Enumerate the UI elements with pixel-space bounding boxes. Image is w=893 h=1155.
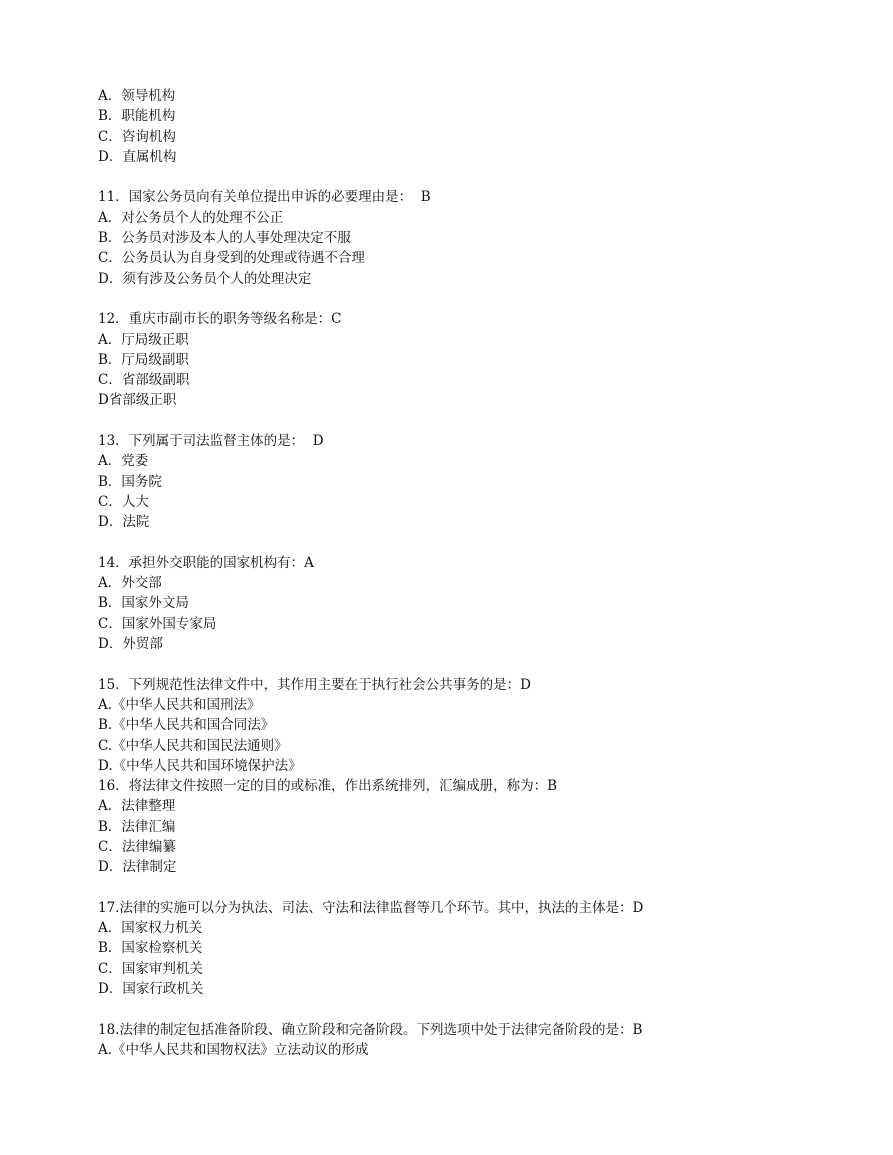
answer-option: A.《中华人民共和国物权法》立法动议的形成 — [98, 1041, 369, 1058]
question-text: 13．下列属于司法监督主体的是： D — [98, 433, 324, 450]
blank-line — [98, 533, 858, 553]
question-block-q11 — [98, 187, 858, 309]
answer-option: D省部级正职 — [98, 392, 177, 409]
answer-option: C．法律编纂 — [98, 838, 176, 855]
answer-option: A．法律整理 — [98, 798, 176, 815]
answer-option: D．法院 — [98, 514, 150, 531]
answer-option: B．国家检察机关 — [98, 940, 203, 957]
document-page — [98, 86, 858, 1060]
blank-line — [98, 411, 858, 431]
answer-option: B．公务员对涉及本人的人事处理决定不服 — [98, 230, 351, 247]
answer-option: B．厅局级副职 — [98, 351, 189, 368]
answer-option: B．法律汇编 — [98, 818, 176, 835]
question-block-q10-tail — [98, 86, 858, 187]
answer-option: D．须有涉及公务员个人的处理决定 — [98, 270, 312, 287]
question-block-q14 — [98, 553, 858, 675]
answer-option: C．国家审判机关 — [98, 960, 203, 977]
question-text: 11．国家公务员向有关单位提出申诉的必要理由是： B — [98, 189, 431, 206]
blank-line — [98, 999, 858, 1019]
question-block-q18 — [98, 1020, 858, 1061]
answer-option: C．咨询机构 — [98, 128, 176, 145]
answer-option: D．法律制定 — [98, 859, 177, 876]
question-text: 17.法律的实施可以分为执法、司法、守法和法律监督等几个环节。其中，执法的主体是：D — [98, 899, 644, 916]
question-block-q12 — [98, 309, 858, 431]
answer-option: A．外交部 — [98, 575, 162, 592]
answer-option: B．国家外文局 — [98, 595, 189, 612]
answer-option: C．国家外国专家局 — [98, 615, 217, 632]
answer-option: B.《中华人民共和国合同法》 — [98, 717, 275, 734]
blank-line — [98, 289, 858, 309]
blank-line — [98, 878, 858, 898]
answer-option: D．国家行政机关 — [98, 981, 204, 998]
answer-option: A．对公务员个人的处理不公正 — [98, 209, 284, 226]
blank-line — [98, 654, 858, 674]
question-block-q13 — [98, 431, 858, 553]
answer-option: B．国务院 — [98, 473, 162, 490]
blank-line — [98, 167, 858, 187]
question-text: 14．承担外交职能的国家机构有：A — [98, 554, 314, 571]
question-block-q16 — [98, 776, 858, 898]
answer-option: A．国家权力机关 — [98, 920, 203, 937]
answer-option: A.《中华人民共和国刑法》 — [98, 696, 261, 713]
answer-option: C．公务员认为自身受到的处理或待遇不合理 — [98, 250, 365, 267]
question-text: 15．下列规范性法律文件中，其作用主要在于执行社会公共事务的是：D — [98, 676, 532, 693]
answer-option: D．外贸部 — [98, 636, 163, 653]
answer-option: B．职能机构 — [98, 108, 176, 125]
question-text: 12．重庆市副市长的职务等级名称是：C — [98, 311, 342, 328]
question-block-q15 — [98, 675, 858, 776]
answer-option: A．领导机构 — [98, 88, 176, 104]
question-text: 18.法律的制定包括准备阶段、确立阶段和完备阶段。下列选项中处于法律完备阶段的是：B — [98, 1021, 643, 1038]
answer-option: C．省部级副职 — [98, 372, 190, 389]
answer-option: A．厅局级正职 — [98, 331, 189, 348]
question-block-q17 — [98, 898, 858, 1020]
answer-option: C.《中华人民共和国民法通则》 — [98, 737, 288, 754]
answer-option: C．人大 — [98, 493, 149, 510]
answer-option: A．党委 — [98, 453, 149, 470]
answer-option: D.《中华人民共和国环境保护法》 — [98, 757, 302, 774]
answer-option: D．直属机构 — [98, 148, 177, 165]
question-text: 16．将法律文件按照一定的目的或标准，作出系统排列，汇编成册，称为：B — [98, 778, 558, 795]
